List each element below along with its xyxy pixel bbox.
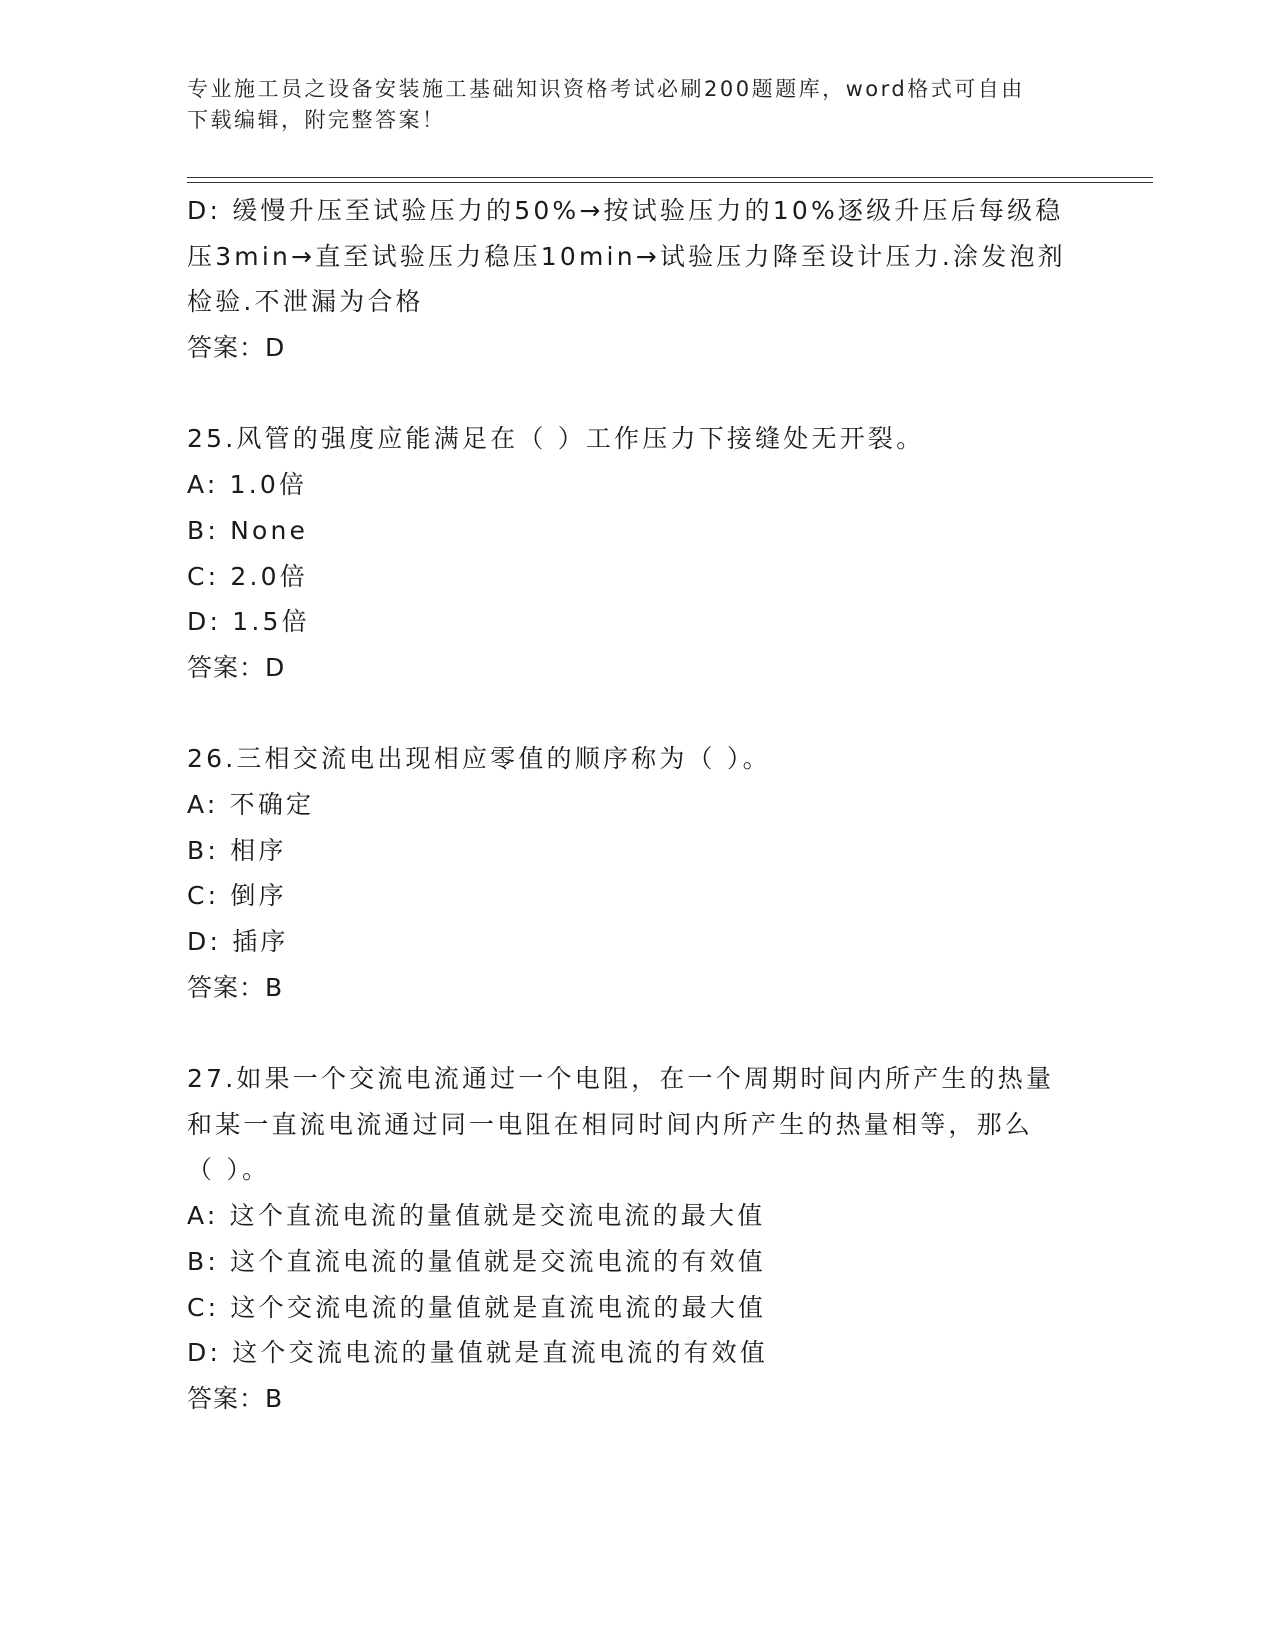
question-26 — [187, 736, 1087, 1010]
option-d: D: 1.5倍 — [187, 607, 310, 637]
option-c: C: 2.0倍 — [187, 561, 308, 591]
question-stem-line-1: 27.如果一个交流电流通过一个电阻，在一个周期时间内所产生的热量 — [187, 1064, 1055, 1094]
option-b: B: 相序 — [187, 835, 287, 865]
option-d-line-3: 检验.不泄漏为合格 — [187, 287, 424, 317]
answer-line: 答案：B — [187, 972, 284, 1002]
option-a: A: 1.0倍 — [187, 470, 308, 500]
answer-line: 答案：D — [187, 333, 286, 363]
question-stem: 25.风管的强度应能满足在（ ）工作压力下接缝处无开裂。 — [187, 424, 925, 454]
previous-question — [187, 188, 1087, 371]
option-b: B: 这个直流电流的量值就是交流电流的有效值 — [187, 1246, 766, 1276]
header-line-1: 专业施工员之设备安装施工基础知识资格考试必刷200题题库，word格式可自由 — [187, 77, 1025, 101]
option-a: A: 这个直流电流的量值就是交流电流的最大值 — [187, 1201, 766, 1231]
header-line-2: 下载编辑，附完整答案！ — [187, 108, 446, 132]
option-d: D: 这个交流电流的量值就是直流电流的有效值 — [187, 1338, 769, 1368]
question-25 — [187, 416, 1087, 690]
answer-line: 答案：B — [187, 1383, 284, 1413]
question-stem-line-2: 和某一直流电流通过同一电阻在相同时间内所产生的热量相等，那么 — [187, 1109, 1034, 1139]
option-d-line-1: D: 缓慢升压至试验压力的50%→按试验压力的10%逐级升压后每级稳 — [187, 196, 1064, 225]
option-d-line-2: 压3min→直至试验压力稳压10min→试验压力降至设计压力.涂发泡剂 — [187, 241, 1066, 271]
spacer — [187, 371, 1087, 417]
question-content — [187, 188, 1087, 1422]
header-rule-bottom — [187, 182, 1153, 183]
spacer — [187, 691, 1087, 737]
question-27 — [187, 1056, 1087, 1422]
question-stem-line-3: （ ）。 — [187, 1155, 271, 1185]
question-stem: 26.三相交流电出现相应零值的顺序称为（ ）。 — [187, 744, 771, 774]
spacer — [187, 1010, 1087, 1056]
header-rule-top — [187, 177, 1153, 178]
option-d: D: 插序 — [187, 927, 289, 956]
option-c: C: 倒序 — [187, 881, 287, 911]
document-header — [187, 74, 1067, 136]
option-c: C: 这个交流电流的量值就是直流电流的最大值 — [187, 1292, 767, 1322]
option-b: B: None — [187, 515, 309, 545]
option-a: A: 不确定 — [187, 789, 315, 819]
answer-line: 答案：D — [187, 652, 286, 682]
